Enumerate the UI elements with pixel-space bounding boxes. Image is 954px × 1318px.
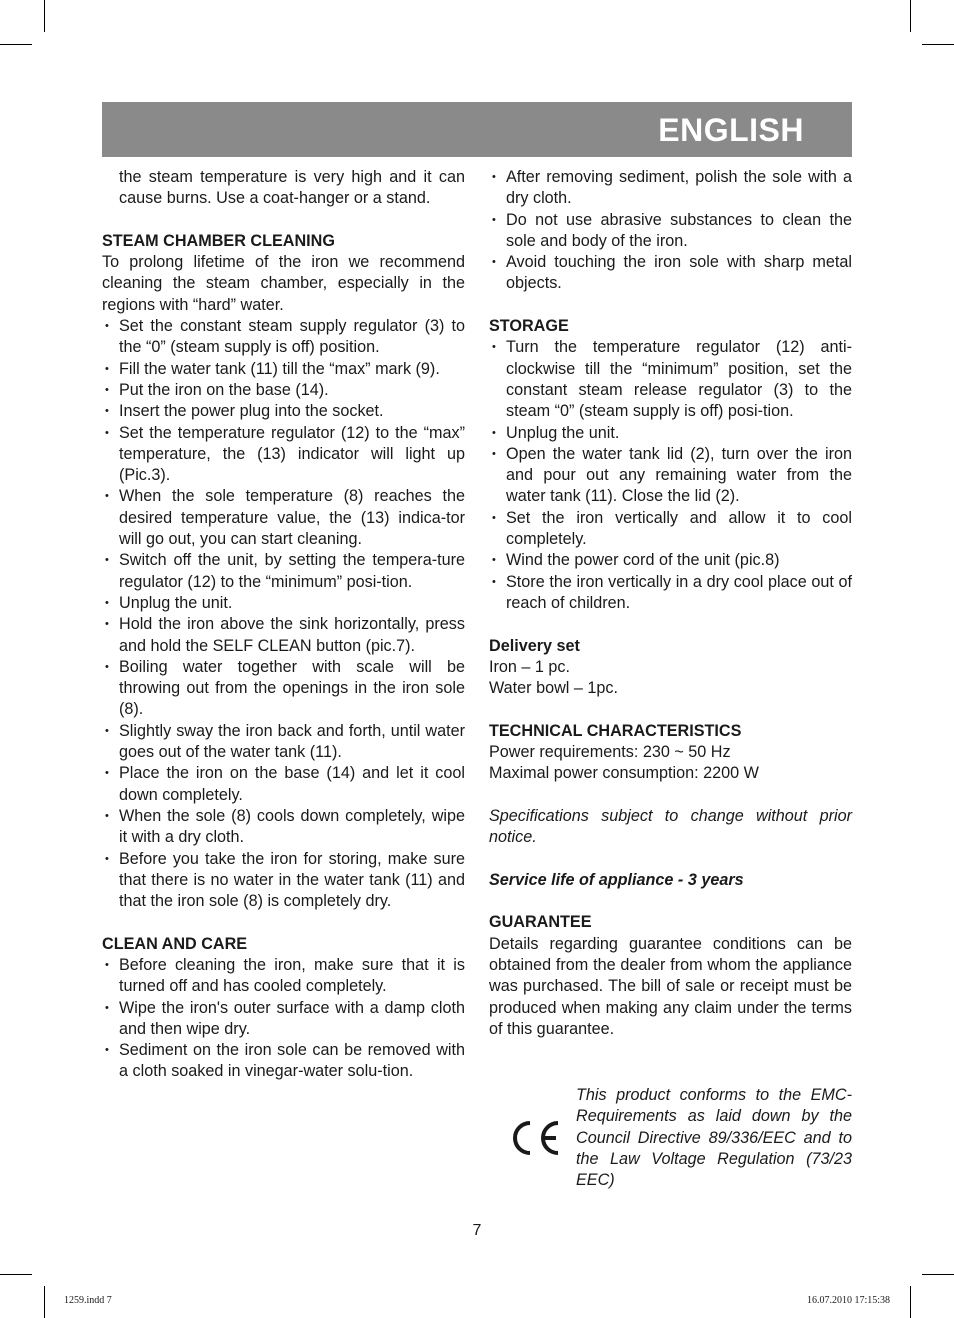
left-column xyxy=(102,167,465,1083)
list-item: • Set the iron vertically and allow it to cool completely. xyxy=(489,508,852,551)
list-item: • Open the water tank lid (2), turn over the iron and pour out any remaining water from the water tank (11). Close the lid (2). xyxy=(489,444,852,508)
list-item: • Before you take the iron for storing, make sure that there is no water in the water tank (11) and that the iron sole (8) is completely dry. xyxy=(102,849,465,913)
list-item: • Do not use abrasive substances to clean the sole and body of the iron. xyxy=(489,210,852,253)
list-item: • Slightly sway the iron back and forth, until water goes out of the water tank (11). xyxy=(102,721,465,764)
list-item: • When the sole (8) cools down completely, wipe it with a dry cloth. xyxy=(102,806,465,849)
list-item: • When the sole temperature (8) reaches the desired temperature value, the (13) indica-tor will go out, you can start cleaning. xyxy=(102,486,465,550)
intro-text: the steam temperature is very high and it can cause burns. Use a coat-hanger or a stand. xyxy=(119,168,465,208)
list-item: • Unplug the unit. xyxy=(102,593,465,614)
crop-mark xyxy=(44,1286,45,1318)
guarantee-paragraph: Details regarding guarantee conditions can be obtained from the dealer from whom the appliance was purchased. The bill of sale or receipt must be produced when making any claim under the terms of this guarantee. xyxy=(489,934,852,1038)
language-header-bar xyxy=(102,102,852,157)
crop-mark xyxy=(0,1274,32,1275)
list-item: • Set the temperature regulator (12) to the “max” temperature, the (13) indicator will light up (Pic.3). xyxy=(102,423,465,487)
crop-mark xyxy=(44,0,45,32)
care-continued-list xyxy=(489,167,852,295)
list-item: • Wind the power cord of the unit (pic.8) xyxy=(489,550,852,571)
ce-mark-icon xyxy=(506,1117,566,1159)
list-item: • Sediment on the iron sole can be removed with a cloth soaked in vinegar-water solu-tion. xyxy=(102,1040,465,1083)
list-item: • Insert the power plug into the socket. xyxy=(102,401,465,422)
clean-care-list xyxy=(102,955,465,1083)
delivery-set-heading: Delivery set xyxy=(489,636,580,655)
list-item: • Unplug the unit. xyxy=(489,423,852,444)
list-item: • Turn the temperature regulator (12) anti-clockwise till the “minimum” position, set the constant steam release regulator (3) to the steam “0” (steam supply is off) posi-tion. xyxy=(489,337,852,422)
steam-chamber-heading: STEAM CHAMBER CLEANING xyxy=(102,231,335,250)
crop-mark xyxy=(922,1274,954,1275)
crop-mark xyxy=(910,1286,911,1318)
ce-conformity-block xyxy=(489,1085,852,1195)
specification-note: Specifications subject to change without prior notice. xyxy=(489,806,852,847)
clean-care-heading: CLEAN AND CARE xyxy=(102,934,248,953)
steam-chamber-paragraph: To prolong lifetime of the iron we recommend cleaning the steam chamber, especially in the regions with “hard” water. xyxy=(102,253,465,314)
list-item: • Place the iron on the base (14) and let it cool down completely. xyxy=(102,763,465,806)
page-number: 7 xyxy=(472,1222,482,1239)
header-title: ENGLISH xyxy=(658,112,804,148)
list-item: • Avoid touching the iron sole with sharp metal objects. xyxy=(489,252,852,295)
list-item: • Put the iron on the base (14). xyxy=(102,380,465,401)
list-item: • Hold the iron above the sink horizontally, press and hold the SELF CLEAN button (pic.7). xyxy=(102,614,465,657)
crop-mark xyxy=(910,0,911,32)
list-item: • Before cleaning the iron, make sure that it is turned off and has cooled completely. xyxy=(102,955,465,998)
technical-heading: TECHNICAL CHARACTERISTICS xyxy=(489,721,742,740)
crop-mark xyxy=(0,44,32,45)
storage-list xyxy=(489,337,852,614)
delivery-line: Iron – 1 pc. xyxy=(489,657,570,676)
technical-line: Power requirements: 230 ~ 50 Hz xyxy=(489,743,731,762)
technical-line: Maximal power consumption: 2200 W xyxy=(489,764,759,783)
storage-heading: STORAGE xyxy=(489,317,569,336)
ce-conformity-text: This product conforms to the EMC-Requirements as laid down by the Council Directive 89/336/EEC and to the Law Voltage Regulation (73/23 EEC) xyxy=(576,1086,852,1190)
list-item: • Wipe the iron's outer surface with a damp cloth and then wipe dry. xyxy=(102,998,465,1041)
delivery-line: Water bowl – 1pc. xyxy=(489,679,618,698)
steam-chamber-list xyxy=(102,316,465,912)
list-item: • After removing sediment, polish the sole with a dry cloth. xyxy=(489,167,852,210)
list-item: • Fill the water tank (11) till the “max” mark (9). xyxy=(102,359,465,380)
list-item: • Switch off the unit, by setting the tempera-ture regulator (12) to the “minimum” posi-tion. xyxy=(102,550,465,593)
guarantee-heading: GUARANTEE xyxy=(489,913,592,932)
crop-mark xyxy=(922,44,954,45)
right-column xyxy=(489,167,852,1040)
list-item: • Set the constant steam supply regulator (3) to the “0” (steam supply is off) position. xyxy=(102,316,465,359)
footer-datetime: 16.07.2010 17:15:38 xyxy=(806,1295,890,1306)
list-item: • Store the iron vertically in a dry cool place out of reach of children. xyxy=(489,572,852,615)
footer-file-name: 1259.indd 7 xyxy=(64,1295,112,1306)
list-item: • Boiling water together with scale will be throwing out from the openings in the iron sole (8). xyxy=(102,657,465,721)
service-life: Service life of appliance - 3 years xyxy=(489,870,744,889)
